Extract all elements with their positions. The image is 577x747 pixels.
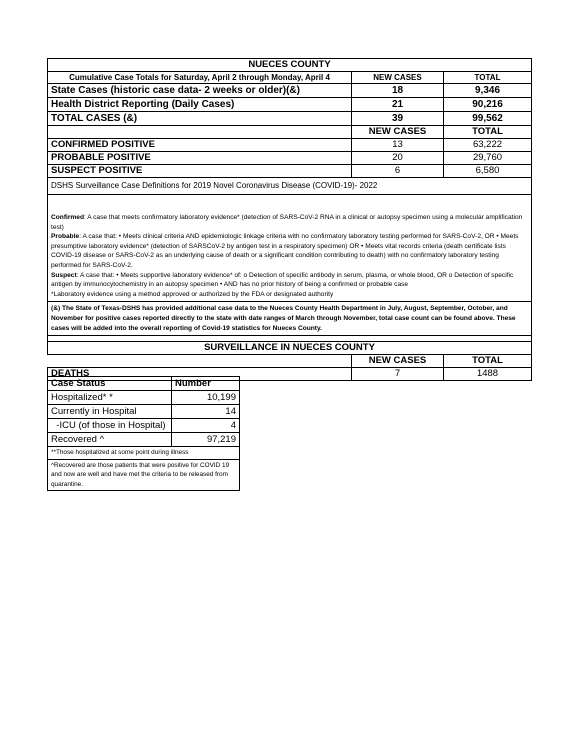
surveillance-total-header: TOTAL [444, 355, 532, 368]
definitions-title: DSHS Surveillance Case Definitions for 2019 Novel Coronavirus Disease (COVID-19)- 2022 [48, 178, 532, 195]
probable-positive-label: PROBABLE POSITIVE [48, 152, 352, 165]
confirmed-def-label: Confirmed [51, 214, 84, 221]
confirmed-definition [51, 213, 528, 232]
case-definitions [48, 195, 532, 302]
probable-positive-total: 29,760 [444, 152, 532, 165]
number-header: Number [172, 377, 240, 391]
icu-value: 4 [172, 419, 240, 433]
confirmed-positive-label: CONFIRMED POSITIVE [48, 139, 352, 152]
recovered-value: 97,219 [172, 433, 240, 447]
surveillance-title: SURVEILLANCE IN NUECES COUNTY [48, 342, 532, 355]
recovered-footnote: ^Recovered are those patients that were positive for COVID 19 and now are well and have met the criteria to be released from quarantine. [48, 459, 240, 491]
nueces-county-case-table [47, 58, 532, 381]
total-cases-new: 39 [352, 112, 444, 126]
health-district-total: 90,216 [444, 98, 532, 112]
probable-def-text: : A case that: • Meets clinical criteria AND epidemiologic linkage criteria with no confirmatory laboratory testing performed for SARS-CoV-2, OR • Meets presumptive laboratory evidence* (detection of SARSCoV-2 by antigen test in a respiratory specimen) OR • Meets vital records criteria (death certificate lists COVID-19 disease or SARS-CoV-2 as an underlying cause of death or a significant condition contributing to death) with no confirmatory laboratory testing performed for SARS-CoV-2. [51, 233, 519, 269]
new-cases-header: NEW CASES [352, 72, 444, 84]
county-title: NUECES COUNTY [48, 59, 532, 72]
total-cases-label: TOTAL CASES (&) [48, 112, 352, 126]
case-status-table [47, 376, 240, 491]
health-district-label: Health District Reporting (Daily Cases) [48, 98, 352, 112]
deaths-label: DEATHS [48, 368, 352, 381]
health-district-new: 21 [352, 98, 444, 112]
subheader-blank [48, 126, 352, 139]
total-subheader: TOTAL [444, 126, 532, 139]
suspect-positive-new: 6 [352, 165, 444, 178]
confirmed-positive-new: 13 [352, 139, 444, 152]
suspect-def-label: Suspect [51, 271, 77, 279]
surveillance-new-header: NEW CASES [352, 355, 444, 368]
probable-def-label: Probable [51, 233, 80, 241]
current-hospital-value: 14 [172, 405, 240, 419]
suspect-def-text: : A case that: • Meets supportive laboratory evidence* of: o Detection of specific antibody in serum, plasma, or whole blood, OR o Detection of specific antigen by immunocytochemistry in an autopsy specimen • AND has no prior history of being a confirmed or probable case [51, 271, 514, 289]
cumulative-label: Cumulative Case Totals for Saturday, April 2 through Monday, April 4 [48, 72, 352, 84]
hospitalized-footnote: **Those hospitalized at some point during illness [48, 447, 240, 460]
recovered-label: Recovered ^ [48, 433, 172, 447]
current-hospital-label: Currently in Hospital [48, 405, 172, 419]
new-cases-subheader: NEW CASES [352, 126, 444, 139]
deaths-total: 1488 [444, 368, 532, 381]
confirmed-def-text: : A case that meets confirmatory laboratory evidence* (detection of SARS-CoV-2 RNA in a clinical or autopsy specimen using a molecular amplification test) [51, 214, 523, 231]
probable-positive-new: 20 [352, 152, 444, 165]
suspect-positive-total: 6,580 [444, 165, 532, 178]
hospitalized-value: 10,199 [172, 391, 240, 405]
state-cases-label: State Cases (historic case data- 2 weeks or older)(&) [48, 84, 352, 98]
probable-definition [51, 232, 528, 270]
state-data-note: (&) The State of Texas-DSHS has provided additional case data to the Nueces County Health Department in July, August, September, October, and November for positive cases reported directly to the state with date ranges of March through November, total case count can be found above. These cases will be added into the overall reporting of Covid-19 statistics for Nueces County. [48, 302, 532, 336]
total-header: TOTAL [444, 72, 532, 84]
state-cases-new: 18 [352, 84, 444, 98]
case-status-header: Case Status [48, 377, 172, 391]
surveillance-blank [48, 355, 352, 368]
total-cases-total: 99,562 [444, 112, 532, 126]
hospitalized-label: Hospitalized* * [48, 391, 172, 405]
state-cases-total: 9,346 [444, 84, 532, 98]
icu-label: -ICU (of those in Hospital) [48, 419, 172, 433]
lab-evidence-note: *Laboratory evidence using a method approved or authorized by the FDA or designated authority [51, 290, 334, 298]
suspect-positive-label: SUSPECT POSITIVE [48, 165, 352, 178]
confirmed-positive-total: 63,222 [444, 139, 532, 152]
suspect-definition [51, 271, 528, 290]
deaths-new: 7 [352, 368, 444, 381]
